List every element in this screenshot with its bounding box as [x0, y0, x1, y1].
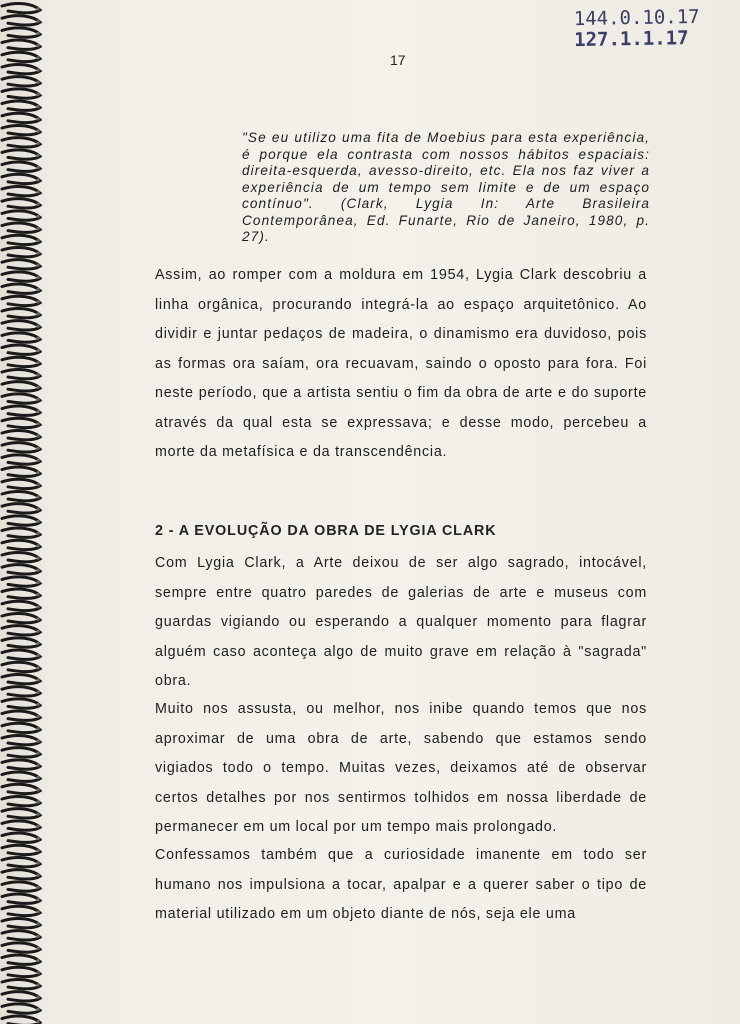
binding-hole	[36, 32, 39, 35]
binding-hole	[36, 239, 39, 242]
handwritten-archive-code	[574, 7, 701, 51]
spiral-coil	[2, 674, 40, 683]
binding-hole	[36, 495, 39, 498]
spiral-coil	[2, 772, 40, 781]
spiral-coil	[2, 735, 40, 744]
spiral-coil	[2, 528, 40, 537]
binding-hole	[36, 874, 39, 877]
binding-hole	[36, 7, 39, 10]
binding-hole	[36, 264, 39, 267]
binding-hole	[36, 1008, 39, 1011]
binding-hole	[36, 312, 39, 315]
spiral-coil	[2, 857, 40, 866]
binding-hole	[36, 886, 39, 889]
binding-hole	[36, 678, 39, 681]
spiral-coil	[2, 906, 40, 915]
binding-hole	[36, 849, 39, 852]
spiral-coil	[2, 955, 40, 964]
binding-hole	[36, 837, 39, 840]
spiral-coil	[2, 613, 40, 622]
spiral-coil	[2, 52, 40, 61]
handwritten-line-1: 144.0.10.17	[573, 5, 700, 31]
paragraph-2: Com Lygia Clark, a Arte deixou de ser algo sagrado, intocável, sempre entre quatro paredes de galerias de arte e museus com guardas vigiando ou esperando a qualquer momento para flagrar alguém caso aconteça algo de muito grave em relação à "sagrada" obra.	[155, 555, 647, 689]
spiral-coil	[2, 650, 40, 659]
binding-hole	[36, 715, 39, 718]
binding-hole	[36, 93, 39, 96]
spiral-coil	[2, 821, 40, 830]
binding-hole	[36, 910, 39, 913]
binding-hole	[36, 398, 39, 401]
spiral-coil	[2, 284, 40, 293]
spiral-coil	[2, 577, 40, 586]
handwritten-line-2: 127.1.1.17	[574, 27, 689, 52]
spiral-coil	[2, 394, 40, 403]
spiral-coil	[2, 64, 40, 73]
spiral-coil	[2, 992, 40, 1001]
spiral-coil	[2, 845, 40, 854]
spiral-coil	[2, 918, 40, 927]
spiral-coil	[2, 967, 40, 976]
binding-hole	[36, 703, 39, 706]
binding-hole	[36, 20, 39, 23]
binding-hole	[36, 190, 39, 193]
spiral-coil	[2, 101, 40, 110]
binding-hole	[36, 105, 39, 108]
binding-hole	[36, 922, 39, 925]
binding-hole	[36, 251, 39, 254]
spiral-coil	[2, 113, 40, 122]
binding-hole	[36, 361, 39, 364]
spiral-coil	[2, 235, 40, 244]
spiral-coil	[2, 1016, 40, 1024]
spiral-coil	[2, 833, 40, 842]
binding-hole	[36, 935, 39, 938]
spiral-coil	[2, 1004, 40, 1013]
page-number: 17	[390, 52, 406, 68]
spiral-coil	[2, 882, 40, 891]
binding-hole	[36, 654, 39, 657]
paragraph-4: Confessamos também que a curiosidade imanente em todo ser humano nos impulsiona a tocar, apalpar e a querer saber o tipo de material utilizado em um objeto diante de nós, seja ele uma	[155, 847, 647, 922]
spiral-coil	[2, 260, 40, 269]
spiral-coil	[2, 77, 40, 86]
binding-hole	[36, 996, 39, 999]
binding-hole	[36, 68, 39, 71]
spiral-coil	[2, 479, 40, 488]
binding-hole	[36, 325, 39, 328]
binding-hole	[36, 349, 39, 352]
spiral-coil	[2, 638, 40, 647]
spiral-coil	[2, 28, 40, 37]
spiral-coil	[2, 162, 40, 171]
binding-hole	[36, 129, 39, 132]
spiral-coil	[2, 931, 40, 940]
spiral-coil	[2, 357, 40, 366]
spiral-coil	[2, 491, 40, 500]
binding-hole	[36, 227, 39, 230]
spiral-coil	[2, 89, 40, 98]
binding-hole	[36, 508, 39, 511]
binding-hole	[36, 81, 39, 84]
binding-hole	[36, 788, 39, 791]
spiral-coil	[2, 186, 40, 195]
section-heading: 2 - A EVOLUÇÃO DA OBRA DE LYGIA CLARK	[155, 523, 497, 539]
spiral-coil	[2, 223, 40, 232]
spiral-coil	[2, 455, 40, 464]
spiral-coil	[2, 345, 40, 354]
binding-hole	[36, 959, 39, 962]
binding-hole	[36, 373, 39, 376]
binding-hole	[36, 166, 39, 169]
binding-hole	[36, 532, 39, 535]
binding-hole	[36, 666, 39, 669]
spiral-coil	[2, 626, 40, 635]
spiral-coil	[2, 467, 40, 476]
paragraph-3: Muito nos assusta, ou melhor, nos inibe quando temos que nos aproximar de uma obra de arte, sabendo que estamos sendo vigiados todo o tempo. Muitas vezes, deixamos até de observar certos detalhes por nos sentirmos tolhidos em nossa liberdade de permanecer em um local por um tempo mais prolongado.	[155, 701, 647, 835]
binding-hole	[36, 337, 39, 340]
spiral-coil	[2, 784, 40, 793]
spiral-coil	[2, 40, 40, 49]
binding-hole	[36, 447, 39, 450]
block-quote: "Se eu utilizo uma fita de Moebius para esta experiência, é porque ela contrasta com nossos hábitos espaciais: direita-esquerda, avesso-direito, etc. Ela nos faz viver a experiência de um tempo sem limite e de um espaço contínuo". (Clark, Lygia In: Arte Brasileira Contemporânea, Ed. Funarte, Rio de Janeiro, 1980, p. 27).	[242, 130, 650, 244]
spiral-coil	[2, 540, 40, 549]
binding-hole	[36, 898, 39, 901]
spiral-coil	[2, 809, 40, 818]
spiral-coil	[2, 504, 40, 513]
binding-hole	[36, 800, 39, 803]
spiral-coil	[2, 3, 40, 12]
spiral-coil	[2, 723, 40, 732]
binding-hole	[36, 434, 39, 437]
binding-hole	[36, 642, 39, 645]
binding-hole	[36, 142, 39, 145]
binding-hole	[36, 117, 39, 120]
binding-hole	[36, 556, 39, 559]
spiral-coil	[2, 308, 40, 317]
binding-hole	[36, 971, 39, 974]
spiral-coil	[2, 662, 40, 671]
binding-hole	[36, 300, 39, 303]
binding-hole	[36, 520, 39, 523]
binding-hole	[36, 739, 39, 742]
paragraph-1: Assim, ao romper com a moldura em 1954, Lygia Clark descobriu a linha orgânica, procurando integrá-la ao espaço arquitetônico. Ao dividir e juntar pedaços de madeira, o dinamismo era duvidoso, pois as formas ora saíam, ora recuavam, saindo o oposto para fora. Foi neste período, que a artista sentiu o fim da obra de arte e do suporte através da qual esta se expressava; e desse modo, percebeu a morte da metafísica e da transcendência.	[155, 267, 647, 460]
spiral-coil	[2, 369, 40, 378]
binding-hole	[36, 947, 39, 950]
binding-hole	[36, 1020, 39, 1023]
binding-hole	[36, 776, 39, 779]
spiral-coil	[2, 150, 40, 159]
binding-hole	[36, 56, 39, 59]
spiral-coil	[2, 894, 40, 903]
spiral-coil	[2, 601, 40, 610]
spiral-coil	[2, 247, 40, 256]
binding-hole	[36, 483, 39, 486]
binding-hole	[36, 581, 39, 584]
binding-hole	[36, 276, 39, 279]
binding-hole	[36, 813, 39, 816]
binding-hole	[36, 825, 39, 828]
spiral-coil	[2, 321, 40, 330]
spiral-coil	[2, 748, 40, 757]
binding-hole	[36, 593, 39, 596]
spiral-coil	[2, 16, 40, 25]
spiral-coil	[2, 199, 40, 208]
binding-hole	[36, 764, 39, 767]
binding-hole	[36, 471, 39, 474]
binding-hole	[36, 44, 39, 47]
spiral-coil	[2, 979, 40, 988]
spiral-coil	[2, 211, 40, 220]
spiral-coil	[2, 272, 40, 281]
spiral-coil	[2, 333, 40, 342]
spiral-coil	[2, 870, 40, 879]
spiral-coil	[2, 760, 40, 769]
binding-hole	[36, 154, 39, 157]
binding-hole	[36, 178, 39, 181]
spiral-coil	[2, 382, 40, 391]
spiral-coil	[2, 125, 40, 134]
spiral-coil	[2, 699, 40, 708]
spiral-coil	[2, 796, 40, 805]
spiral-coil	[2, 418, 40, 427]
spiral-coil	[2, 943, 40, 952]
spiral-coil	[2, 443, 40, 452]
binding-hole	[36, 544, 39, 547]
spiral-coil	[2, 296, 40, 305]
spiral-coil	[2, 711, 40, 720]
spiral-coil	[2, 138, 40, 147]
spiral-coil	[2, 516, 40, 525]
binding-hole	[36, 386, 39, 389]
binding-hole	[36, 861, 39, 864]
binding-hole	[36, 691, 39, 694]
spiral-binding	[0, 0, 44, 1024]
binding-hole	[36, 459, 39, 462]
spiral-coil	[2, 565, 40, 574]
binding-hole	[36, 727, 39, 730]
spiral-coil	[2, 174, 40, 183]
binding-hole	[36, 630, 39, 633]
spiral-coil	[2, 552, 40, 561]
binding-hole	[36, 203, 39, 206]
binding-hole	[36, 288, 39, 291]
spiral-coil	[2, 430, 40, 439]
binding-hole	[36, 215, 39, 218]
binding-hole	[36, 410, 39, 413]
binding-hole	[36, 752, 39, 755]
binding-hole	[36, 983, 39, 986]
spiral-coil	[2, 687, 40, 696]
spiral-coil	[2, 406, 40, 415]
binding-hole	[36, 617, 39, 620]
spiral-coil	[2, 589, 40, 598]
binding-hole	[36, 569, 39, 572]
binding-hole	[36, 605, 39, 608]
binding-hole	[36, 422, 39, 425]
